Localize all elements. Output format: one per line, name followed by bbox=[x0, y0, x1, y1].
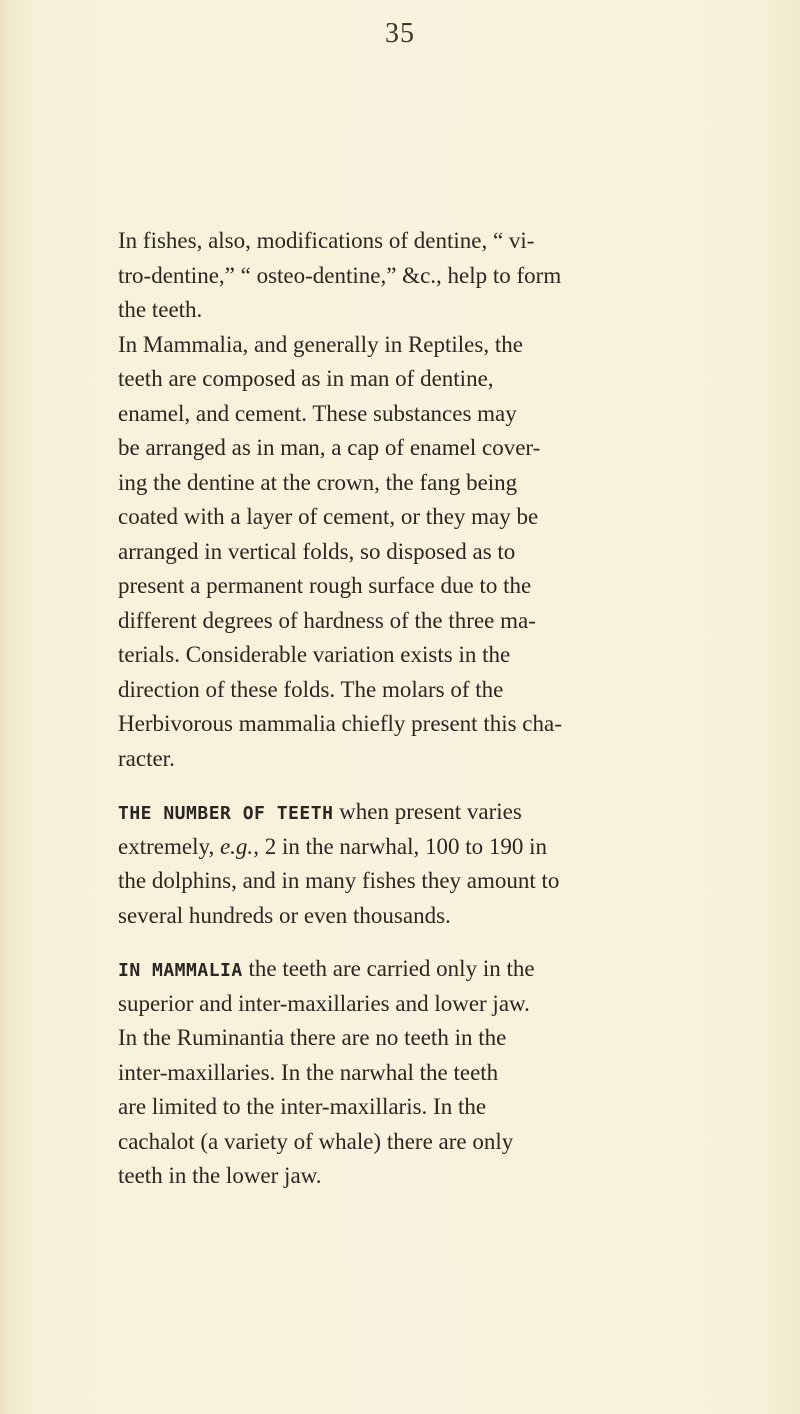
text-line bbox=[118, 259, 658, 294]
line-text bbox=[118, 952, 535, 987]
text-line bbox=[118, 830, 658, 865]
text-line bbox=[118, 742, 658, 777]
line-text: In fishes, also, modifications of dentine, “ vi- bbox=[118, 228, 535, 253]
paragraph-1 bbox=[118, 224, 658, 328]
text-line bbox=[118, 431, 658, 466]
paragraph-gap bbox=[118, 776, 658, 795]
line-text: ing the dentine at the crown, the fang being bbox=[118, 469, 518, 495]
text-line bbox=[118, 535, 658, 570]
text-line bbox=[118, 899, 658, 934]
paragraph-4 bbox=[118, 952, 658, 1194]
line-text: the teeth. bbox=[118, 297, 203, 322]
text-line bbox=[118, 224, 658, 259]
line-text: teeth are composed as in man of dentine, bbox=[118, 366, 494, 391]
text-line bbox=[118, 1159, 658, 1194]
line-text bbox=[118, 830, 547, 865]
text-line bbox=[118, 362, 658, 397]
text-line bbox=[118, 1125, 658, 1160]
line-text bbox=[118, 795, 522, 830]
text-line bbox=[118, 952, 658, 987]
text-line bbox=[118, 1090, 658, 1125]
line-text: several hundreds or even thousands. bbox=[118, 902, 451, 928]
line-text: be arranged as in man, a cap of enamel cover- bbox=[118, 435, 541, 460]
text-line bbox=[118, 328, 658, 363]
line-text: cachalot (a variety of whale) there are only bbox=[118, 1128, 514, 1154]
line-text: coated with a layer of cement, or they may be bbox=[118, 504, 539, 529]
text-line bbox=[118, 795, 658, 830]
text-line bbox=[118, 638, 658, 673]
lead-continuation: when present varies bbox=[333, 799, 522, 824]
line-text: tro-dentine,” “ osteo-dentine,” &c., help to form bbox=[118, 262, 562, 288]
section-lead: THE NUMBER OF TEETH bbox=[118, 803, 334, 824]
text-line bbox=[118, 397, 658, 432]
line-text: are limited to the inter-maxillaris. In the bbox=[118, 1094, 487, 1119]
line-text: terials. Considerable variation exists in the bbox=[118, 642, 511, 667]
lead-continuation: the teeth are carried only in the bbox=[242, 956, 535, 981]
line-text: In the Ruminantia there are no teeth in the bbox=[118, 1025, 507, 1050]
line-text: inter-maxillaries. In the narwhal the teeth bbox=[118, 1059, 499, 1085]
line-text: enamel, and cement. These substances may bbox=[118, 400, 517, 426]
line-text: arranged in vertical folds, so disposed as to bbox=[118, 538, 516, 564]
text-span: , 2 in the narwhal, 100 to 190 in bbox=[253, 833, 548, 859]
line-text: present a permanent rough surface due to the bbox=[118, 573, 532, 598]
line-text: the dolphins, and in many fishes they amount to bbox=[118, 868, 560, 893]
body-text bbox=[118, 224, 658, 1194]
text-line bbox=[118, 864, 658, 899]
page-number: 35 bbox=[385, 18, 415, 49]
line-text: Herbivorous mammalia chiefly present this cha- bbox=[118, 711, 562, 736]
section-lead: IN MAMMALIA bbox=[118, 960, 243, 981]
text-line bbox=[118, 604, 658, 639]
text-line bbox=[118, 569, 658, 604]
text-span: extremely, bbox=[118, 833, 220, 859]
line-text: superior and inter-maxillaries and lower jaw. bbox=[118, 990, 530, 1016]
paragraph-2 bbox=[118, 328, 658, 777]
text-line bbox=[118, 293, 658, 328]
line-text: different degrees of hardness of the three ma- bbox=[118, 607, 536, 633]
text-line bbox=[118, 707, 658, 742]
text-line bbox=[118, 1021, 658, 1056]
italic-text: e.g. bbox=[219, 833, 254, 859]
text-line bbox=[118, 1056, 658, 1091]
line-text: racter. bbox=[118, 745, 175, 771]
line-text: teeth in the lower jaw. bbox=[118, 1163, 322, 1188]
paragraph-3 bbox=[118, 795, 658, 933]
text-line bbox=[118, 673, 658, 708]
line-text: direction of these folds. The molars of the bbox=[118, 676, 504, 702]
text-line bbox=[118, 466, 658, 501]
line-text: In Mammalia, and generally in Reptiles, the bbox=[118, 331, 523, 357]
text-line bbox=[118, 500, 658, 535]
paragraph-gap bbox=[118, 933, 658, 952]
text-line bbox=[118, 987, 658, 1022]
